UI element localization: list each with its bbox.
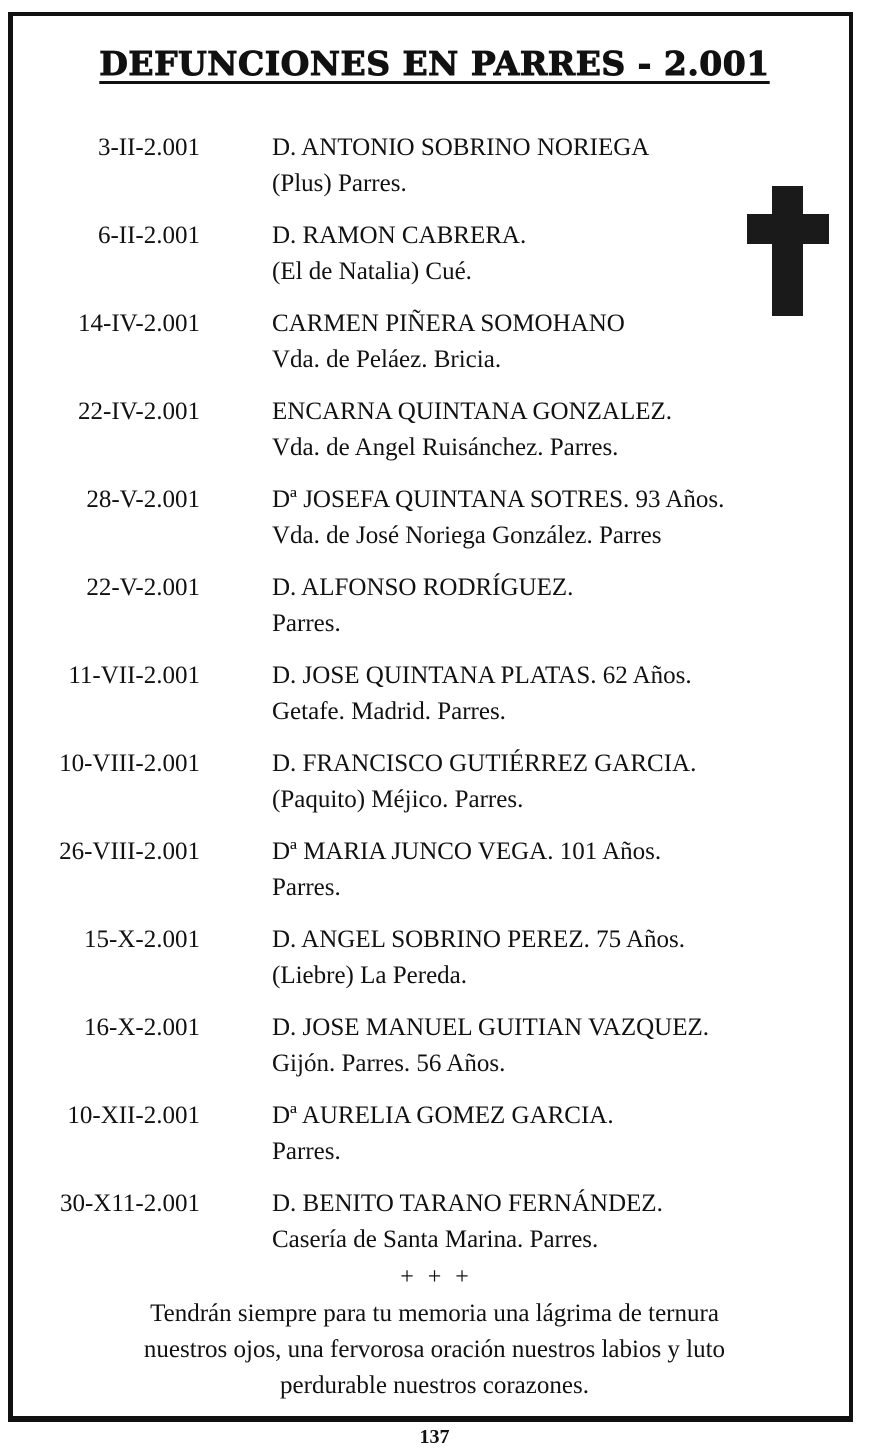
page-number: 137 <box>419 1426 450 1448</box>
obituary-entry <box>0 1190 869 1270</box>
epitaph-line: nuestros ojos, una fervorosa oración nuestros labios y luto <box>143 1336 726 1363</box>
death-date: 16-X-2.001 <box>84 1014 200 1041</box>
deceased-name: ENCARNA QUINTANA GONZALEZ. <box>272 398 673 425</box>
deceased-name: CARMEN PIÑERA SOMOHANO <box>272 310 625 337</box>
death-date: 11-VII-2.001 <box>68 662 200 689</box>
deceased-details: Parres. <box>272 1138 341 1165</box>
death-date: 30-X11-2.001 <box>59 1190 200 1217</box>
deceased-details: Getafe. Madrid. Parres. <box>272 698 506 725</box>
death-date: 15-X-2.001 <box>84 926 200 953</box>
deceased-details: (Paquito) Méjico. Parres. <box>272 786 524 813</box>
deceased-name: Dª JOSEFA QUINTANA SOTRES. 93 Años. <box>272 486 725 513</box>
deceased-name: D. ANTONIO SOBRINO NORIEGA <box>272 134 650 161</box>
obituary-entry <box>0 222 869 302</box>
deceased-details: (Plus) Parres. <box>272 170 407 197</box>
death-date: 3-II-2.001 <box>97 134 200 161</box>
deceased-name: D. ANGEL SOBRINO PEREZ. 75 Años. <box>272 926 685 953</box>
deceased-details: Gijón. Parres. 56 Años. <box>272 1050 506 1077</box>
deceased-details: (Liebre) La Pereda. <box>272 962 468 989</box>
obituary-entry <box>0 134 869 214</box>
obituary-entry <box>0 398 869 478</box>
deceased-name: D. BENITO TARANO FERNÁNDEZ. <box>272 1190 663 1217</box>
obituary-entry <box>0 662 869 742</box>
deceased-details: Vda. de José Noriega González. Parres <box>272 522 662 549</box>
obituary-entry <box>0 750 869 830</box>
obituary-entry <box>0 838 869 918</box>
deceased-details: Parres. <box>272 874 341 901</box>
deceased-name: Dª AURELIA GOMEZ GARCIA. <box>272 1102 614 1129</box>
obituary-entry <box>0 926 869 1006</box>
obituary-entry <box>0 310 869 390</box>
epitaph-line: Tendrán siempre para tu memoria una lágrima de ternura <box>150 1300 719 1327</box>
deceased-name: D. ALFONSO RODRÍGUEZ. <box>272 574 574 601</box>
separator-crosses: + + + <box>400 1264 469 1290</box>
epitaph <box>30 1296 839 1404</box>
deceased-name: D. FRANCISCO GUTIÉRREZ GARCIA. <box>272 750 697 777</box>
deceased-name: D. RAMON CABRERA. <box>272 222 527 249</box>
death-date: 22-IV-2.001 <box>78 398 200 425</box>
deceased-details: Parres. <box>272 610 341 637</box>
epitaph-line: perdurable nuestros corazones. <box>280 1372 589 1399</box>
deceased-details: (El de Natalia) Cué. <box>272 258 472 285</box>
death-date: 28-V-2.001 <box>86 486 200 513</box>
deceased-name: D. JOSE QUINTANA PLATAS. 62 Años. <box>272 662 692 689</box>
obituary-entry <box>0 1102 869 1182</box>
deceased-details: Vda. de Peláez. Bricia. <box>272 346 502 373</box>
obituary-entry <box>0 1014 869 1094</box>
obituary-entry <box>0 574 869 654</box>
death-date: 22-V-2.001 <box>86 574 200 601</box>
obituary-entry <box>0 486 869 566</box>
death-date: 6-II-2.001 <box>97 222 200 249</box>
deceased-name: D. JOSE MANUEL GUITIAN VAZQUEZ. <box>272 1014 710 1041</box>
death-date: 14-IV-2.001 <box>78 310 200 337</box>
deceased-details: Casería de Santa Marina. Parres. <box>272 1226 599 1253</box>
death-date: 10-XII-2.001 <box>67 1102 200 1129</box>
death-date: 10-VIII-2.001 <box>59 750 200 777</box>
deceased-name: Dª MARIA JUNCO VEGA. 101 Años. <box>272 838 662 865</box>
deceased-details: Vda. de Angel Ruisánchez. Parres. <box>272 434 619 461</box>
page-title: DEFUNCIONES EN PARRES - 2.001 <box>99 44 770 83</box>
death-date: 26-VIII-2.001 <box>59 838 200 865</box>
